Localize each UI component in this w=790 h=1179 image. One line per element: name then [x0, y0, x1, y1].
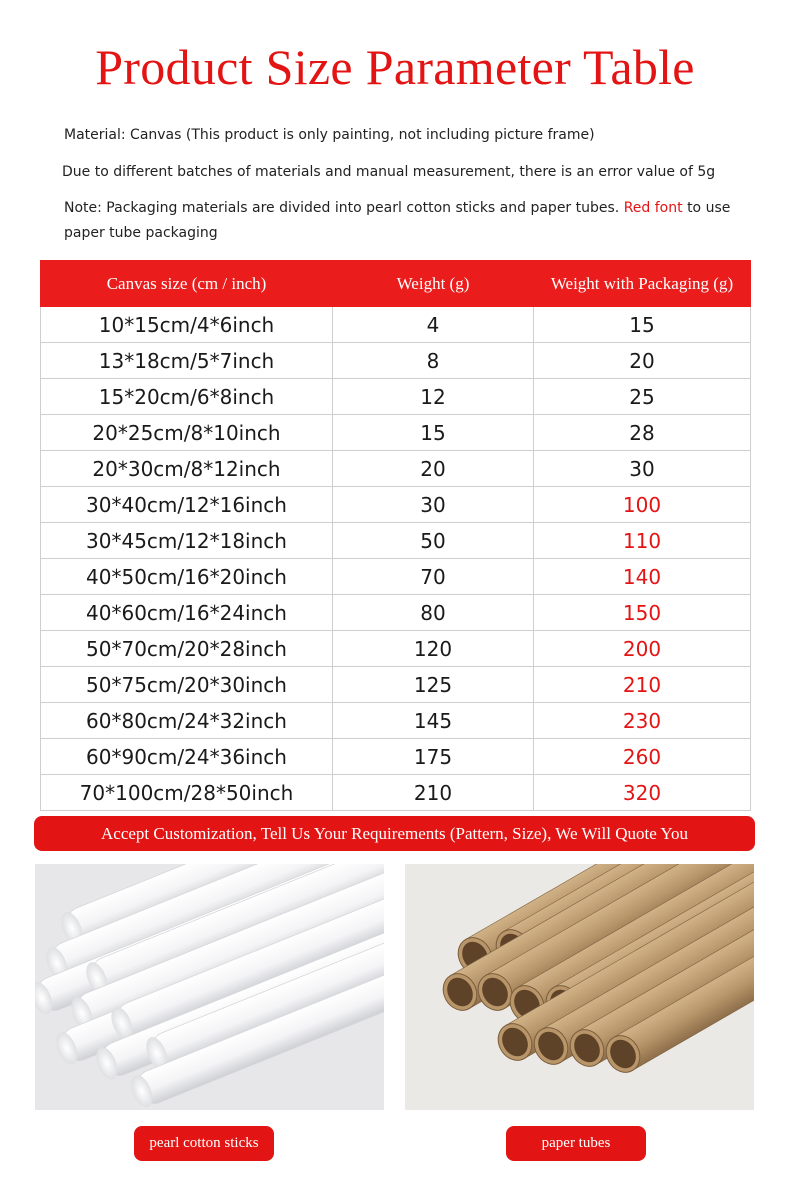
- error-note: Due to different batches of materials and manual measurement, there is an error value of 5g: [62, 164, 716, 180]
- packaging-note-tail: to use paper tube packaging: [64, 200, 731, 241]
- packaging-weight-cell: 210: [534, 667, 751, 703]
- table-row: [41, 451, 751, 487]
- size-cell: 40*50cm/16*20inch: [41, 559, 333, 595]
- page-title: Product Size Parameter Table: [95, 39, 695, 95]
- size-cell: 30*40cm/12*16inch: [41, 487, 333, 523]
- paper-tubes-image: [405, 864, 754, 1110]
- table-row: [41, 415, 751, 451]
- table-row: [41, 667, 751, 703]
- weight-cell: 80: [333, 595, 534, 631]
- packaging-weight-cell: 100: [534, 487, 751, 523]
- size-cell: 13*18cm/5*7inch: [41, 343, 333, 379]
- weight-cell: 8: [333, 343, 534, 379]
- packaging-weight-cell: 230: [534, 703, 751, 739]
- size-cell: 50*75cm/20*30inch: [41, 667, 333, 703]
- table-row: [41, 775, 751, 811]
- size-cell: 10*15cm/4*6inch: [41, 307, 333, 343]
- weight-cell: 125: [333, 667, 534, 703]
- weight-cell: 50: [333, 523, 534, 559]
- packaging-weight-cell: 200: [534, 631, 751, 667]
- size-cell: 60*80cm/24*32inch: [41, 703, 333, 739]
- weight-cell: 4: [333, 307, 534, 343]
- table-row: [41, 595, 751, 631]
- table-body: [41, 307, 751, 811]
- size-cell: 40*60cm/16*24inch: [41, 595, 333, 631]
- weight-cell: 15: [333, 415, 534, 451]
- packaging-note: [64, 196, 744, 246]
- size-cell: 30*45cm/12*18inch: [41, 523, 333, 559]
- paper-tubes-illustration: [405, 864, 754, 1110]
- pearl-cotton-sticks-image: [35, 864, 384, 1110]
- customization-banner: Accept Customization, Tell Us Your Requirements (Pattern, Size), We Will Quote You: [34, 816, 755, 851]
- size-cell: 60*90cm/24*36inch: [41, 739, 333, 775]
- packaging-weight-cell: 20: [534, 343, 751, 379]
- paper-tubes-label: paper tubes: [506, 1126, 646, 1161]
- size-cell: 15*20cm/6*8inch: [41, 379, 333, 415]
- size-table: [40, 260, 751, 811]
- table-row: [41, 379, 751, 415]
- foam-sticks-illustration: [35, 864, 384, 1110]
- weight-cell: 175: [333, 739, 534, 775]
- packaging-note-text: Note: Packaging materials are divided into pearl cotton sticks and paper tubes.: [64, 200, 620, 216]
- packaging-weight-cell: 150: [534, 595, 751, 631]
- packaging-weight-cell: 30: [534, 451, 751, 487]
- weight-cell: 145: [333, 703, 534, 739]
- packaging-weight-cell: 320: [534, 775, 751, 811]
- packaging-weight-cell: 25: [534, 379, 751, 415]
- table-row: [41, 739, 751, 775]
- weight-cell: 210: [333, 775, 534, 811]
- header-weight: Weight (g): [333, 261, 534, 307]
- weight-cell: 12: [333, 379, 534, 415]
- size-cell: 50*70cm/20*28inch: [41, 631, 333, 667]
- table-row: [41, 559, 751, 595]
- size-cell: 20*25cm/8*10inch: [41, 415, 333, 451]
- size-cell: 70*100cm/28*50inch: [41, 775, 333, 811]
- table-row: [41, 343, 751, 379]
- table-row: [41, 631, 751, 667]
- table-row: [41, 307, 751, 343]
- weight-cell: 70: [333, 559, 534, 595]
- material-note: Material: Canvas (This product is only painting, not including picture frame): [64, 127, 595, 143]
- table-header-row: [41, 261, 751, 307]
- packaging-weight-cell: 15: [534, 307, 751, 343]
- weight-cell: 120: [333, 631, 534, 667]
- table-row: [41, 523, 751, 559]
- table-row: [41, 703, 751, 739]
- weight-cell: 20: [333, 451, 534, 487]
- red-font-label: Red font: [623, 200, 683, 216]
- pearl-cotton-sticks-label: pearl cotton sticks: [134, 1126, 274, 1161]
- header-canvas-size: Canvas size (cm / inch): [41, 261, 333, 307]
- header-weight-packaging: Weight with Packaging (g): [534, 261, 751, 307]
- packaging-weight-cell: 28: [534, 415, 751, 451]
- packaging-weight-cell: 110: [534, 523, 751, 559]
- packaging-weight-cell: 140: [534, 559, 751, 595]
- size-cell: 20*30cm/8*12inch: [41, 451, 333, 487]
- table-row: [41, 487, 751, 523]
- packaging-weight-cell: 260: [534, 739, 751, 775]
- weight-cell: 30: [333, 487, 534, 523]
